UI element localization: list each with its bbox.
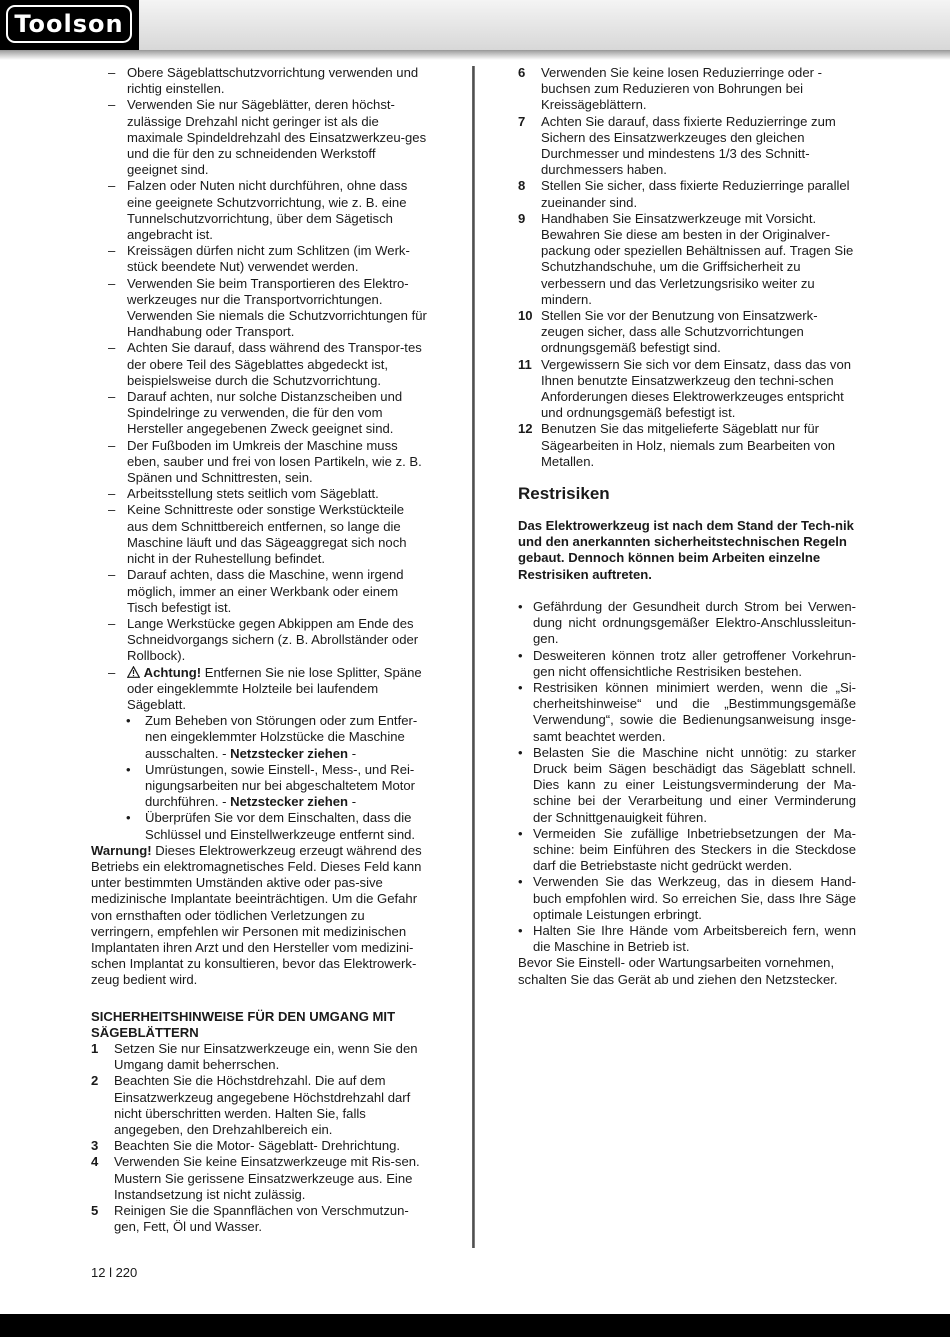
item-text: Beachten Sie die Motor- Sägeblatt- Drehrichtung. <box>114 1138 401 1154</box>
warning-label: Warnung! <box>91 842 152 858</box>
numbered-item <box>518 357 856 422</box>
sub-item-text: Umrüstungen, sowie Einstell-, Mess-, und Rei-nigungsarbeiten nur bei abgeschaltetem Motor durchführen. - <box>145 761 416 810</box>
sub-item-tail: - <box>348 745 357 761</box>
page-number: 12 l 220 <box>91 1265 138 1280</box>
item-text: Achten Sie darauf, dass fixierte Reduzierringe zum Sichern des Einsatzwerkzeuges den gleichen Durchmesser und mindestens 1/3 des Schnitt-durchmessers haben. <box>541 113 836 178</box>
restrisiken-intro: Das Elektrowerkzeug ist nach dem Stand der Tech-nik und den anerkannten sicherheitstechnischen Regeln gebaut. Dennoch können beim Arbeiten einzelne Restrisiken auftreten. <box>518 518 854 582</box>
list-item: – Falzen oder Nuten nicht durchführen, ohne dass eine geeignete Schutzvorrichtung, wie z. B. eine Tunnelschutzvorrichtung, über dem Sägetisch angebracht ist. <box>91 178 427 243</box>
list-item: • Belasten Sie die Maschine nicht unnötig: zu starker Druck beim Sägen beschädigt das Sägeblatt schnell. Dies kann zu einer Leistungsverminderung der Ma-schine bei der Verarbeitung und einer Verminderung der Schnittgenauigkeit führen. <box>518 745 856 826</box>
item-number: 1 <box>91 1040 99 1056</box>
left-column <box>91 65 427 1235</box>
list-item: • Gefährdung der Gesundheit durch Strom bei Verwen-dung nicht ordnungsgemäßer Elektro-Anschlussleitun-gen. <box>518 599 856 648</box>
warning-triangle-icon <box>127 666 140 678</box>
item-text: Beachten Sie die Höchstdrehzahl. Die auf dem Einsatzwerkzeug angegebene Höchstdrehzahl darf nicht überschritten werden. Halten Sie, falls angegeben, den Drehzahlbereich ein. <box>114 1073 411 1137</box>
numbered-item <box>518 114 856 179</box>
item-number: 12 <box>518 421 533 437</box>
list-item: – Keine Schnittreste oder sonstige Werkstückteile aus dem Schnittbereich entfernen, so lange die Maschine läuft und das Sägeaggregat sich noch nicht in der Ruhestellung befindet. <box>91 502 427 567</box>
list-item: – Kreissägen dürfen nicht zum Schlitzen (im Werk-stück beendete Nut) verwendet werden. <box>91 243 427 275</box>
numbered-item <box>91 1138 427 1154</box>
sub-item-text: Zum Beheben von Störungen oder zum Entfer-nen eingeklemmter Holzstücke die Maschine ausschalten. - <box>145 713 418 761</box>
item-text: Stellen Sie sicher, dass fixierte Reduzierringe parallel zueinander sind. <box>541 178 850 210</box>
item-text: Verwenden Sie keine losen Reduzierringe oder -buchsen zum Reduzieren von Bohrungen bei Kreissägeblättern. <box>541 65 822 113</box>
list-item: • Restrisiken können minimiert werden, wenn die „Si-cherheitshinweise“ und die „Bestimmungsgemäße Verwendung“, sowie die Bedienungsanweisung insge-samt beachtet werden. <box>518 680 856 745</box>
brand-logo: Toolson <box>6 5 132 43</box>
item-number: 6 <box>518 65 526 80</box>
item-number: 3 <box>91 1138 99 1154</box>
list-item: – Verwenden Sie nur Sägeblätter, deren höchst-zulässige Drehzahl nicht geringer ist als die maximale Spindeldrehzahl des Einsatzwerkzeu-ges und die für den zu schneidenden Werkstoff geeignet sind. <box>91 97 427 178</box>
list-item: • Desweiteren können trotz aller getroffener Vorkehrun-gen nicht offensichtliche Restrisiken bestehen. <box>518 648 856 680</box>
list-item: • Vermeiden Sie zufällige Inbetriebsetzungen der Ma-schine: beim Einführen des Steckers in die Steckdose darf die Betriebstaste nicht gedrückt werden. <box>518 826 856 875</box>
achtung-text: Entfernen Sie nie lose Splitter, Späne oder eingeklemmte Holzteile bei laufendem Sägeblatt. <box>127 664 422 712</box>
logo-box <box>0 0 139 50</box>
warning-paragraph <box>91 843 427 989</box>
item-number: 10 <box>518 308 533 324</box>
sub-list-item <box>91 762 427 811</box>
item-number: 8 <box>518 178 526 194</box>
header-bar <box>0 0 950 51</box>
list-item: – Lange Werkstücke gegen Abkippen am Ende des Schneidvorgangs sichern (z. B. Abrollständer oder Rollbock). <box>91 616 427 665</box>
sub-item-bold: Netzstecker ziehen <box>230 745 349 761</box>
sub-item-text: Überprüfen Sie vor dem Einschalten, dass die Schlüssel und Einstellwerkzeuge entfernt sind. <box>145 810 416 842</box>
item-number: 2 <box>91 1073 99 1089</box>
numbered-item <box>518 211 856 308</box>
list-item: – Arbeitsstellung stets seitlich vom Sägeblatt. <box>91 486 427 502</box>
list-item: • Halten Sie Ihre Hände vom Arbeitsbereich fern, wenn die Maschine in Betrieb ist. <box>518 923 856 955</box>
numbered-item <box>518 421 856 470</box>
sub-item-tail: - <box>348 794 357 810</box>
numbered-item <box>91 1041 427 1073</box>
numbered-item <box>518 65 856 114</box>
achtung-item <box>91 665 427 714</box>
list-item: – Obere Sägeblattschutzvorrichtung verwenden und richtig einstellen. <box>91 65 427 97</box>
item-text: Vergewissern Sie sich vor dem Einsatz, dass das von Ihnen benutzte Einsatzwerkzeug den techni-schen Anforderungen dieses Elektrowerkzeuges entspricht und ordnungsgemäß befestigt ist. <box>541 356 852 421</box>
saw-blade-heading: SICHERHEITSHINWEISE FÜR DEN UMGANG MIT SÄGEBLÄTTERN <box>91 1008 396 1040</box>
sub-list-item <box>91 810 427 842</box>
achtung-label: Achtung! <box>143 664 202 680</box>
restrisiken-heading: Restrisiken <box>518 484 610 504</box>
item-number: 7 <box>518 113 526 129</box>
warning-text: Dieses Elektrowerkzeug erzeugt während des Betriebs ein elektromagnetisches Feld. Dieses Feld kann unter bestimmten Umständen aktive oder pas-sive medizinische Implantate beeinträchtigen. Um die Gefahr von ernsthaften oder tödlichen Verletzungen zu verringern, empfehlen wir Personen mit medizinischen Implantaten ihren Arzt und den Hersteller vom medizini-schen Implantat zu konsultieren, bevor das Elektrowerk-zeug bedient wird. <box>91 842 422 988</box>
numbered-item <box>91 1154 427 1203</box>
numbered-item <box>91 1073 427 1138</box>
list-item: • Verwenden Sie das Werkzeug, das in diesem Hand-buch empfohlen wird. So erreichen Sie, dass Ihre Säge optimale Leistungen erbringt. <box>518 874 856 923</box>
item-text: Stellen Sie vor der Benutzung von Einsatzwerk-zeugen sicher, dass alle Schutzvorrichtungen ordnungsgemäß befestigt sind. <box>541 308 818 356</box>
list-item: – Verwenden Sie beim Transportieren des Elektro-werkzeuges nur die Transportvorrichtungen. Verwenden Sie niemals die Schutzvorrichtungen für Handhabung oder Transport. <box>91 276 427 341</box>
item-text: Handhaben Sie Einsatzwerkzeuge mit Vorsicht. Bewahren Sie diese am besten in der Originalver-packung oder speziellen Behältnissen auf. Tragen Sie Schutzhandschuhe, um die Griffsicherheit zu verbessern und das Verletzungsrisiko weiter zu mindern. <box>541 210 854 307</box>
restrisiken-closing: Bevor Sie Einstell- oder Wartungsarbeiten vornehmen, schalten Sie das Gerät ab und ziehen den Netzstecker. <box>518 955 838 987</box>
right-column <box>518 65 856 988</box>
item-text: Setzen Sie nur Einsatzwerkzeuge ein, wenn Sie den Umgang damit beherrschen. <box>114 1040 418 1073</box>
item-number: 4 <box>91 1154 99 1170</box>
list-item: – Achten Sie darauf, dass während des Transpor-tes der obere Teil des Sägeblattes abgedeckt ist, beispielsweise durch die Schutzvorrichtung. <box>91 340 427 389</box>
sub-item-bold: Netzstecker ziehen <box>230 794 349 810</box>
numbered-item <box>518 178 856 210</box>
item-text: Reinigen Sie die Spannflächen von Verschmutzun-gen, Fett, Öl und Wasser. <box>114 1203 409 1235</box>
item-number: 9 <box>518 210 526 226</box>
column-divider <box>472 66 475 1248</box>
list-item: – Der Fußboden im Umkreis der Maschine muss eben, sauber und frei von losen Partikeln, wie z. B. Spänen und Schnittresten, sein. <box>91 438 427 487</box>
item-number: 5 <box>91 1203 99 1219</box>
item-text: Benutzen Sie das mitgelieferte Sägeblatt nur für Sägearbeiten in Holz, niemals zum Bearbeiten von Metallen. <box>541 421 836 469</box>
item-text: Verwenden Sie keine Einsatzwerkzeuge mit Ris-sen. Mustern Sie gerissene Einsatzwerkzeuge aus. Eine Instandsetzung ist nicht zulässig. <box>114 1154 420 1202</box>
sub-list-item <box>91 713 427 762</box>
list-item: – Darauf achten, nur solche Distanzscheiben und Spindelringe zu verwenden, die für den vom Hersteller angegebenen Zweck geeignet sind. <box>91 389 427 438</box>
list-item: – Darauf achten, dass die Maschine, wenn irgend möglich, immer an einer Werkbank oder einem Tisch befestigt ist. <box>91 567 427 616</box>
numbered-item <box>91 1203 427 1235</box>
footer-bar <box>0 1314 950 1337</box>
numbered-item <box>518 308 856 357</box>
item-number: 11 <box>518 356 532 372</box>
header-shadow <box>0 50 950 60</box>
